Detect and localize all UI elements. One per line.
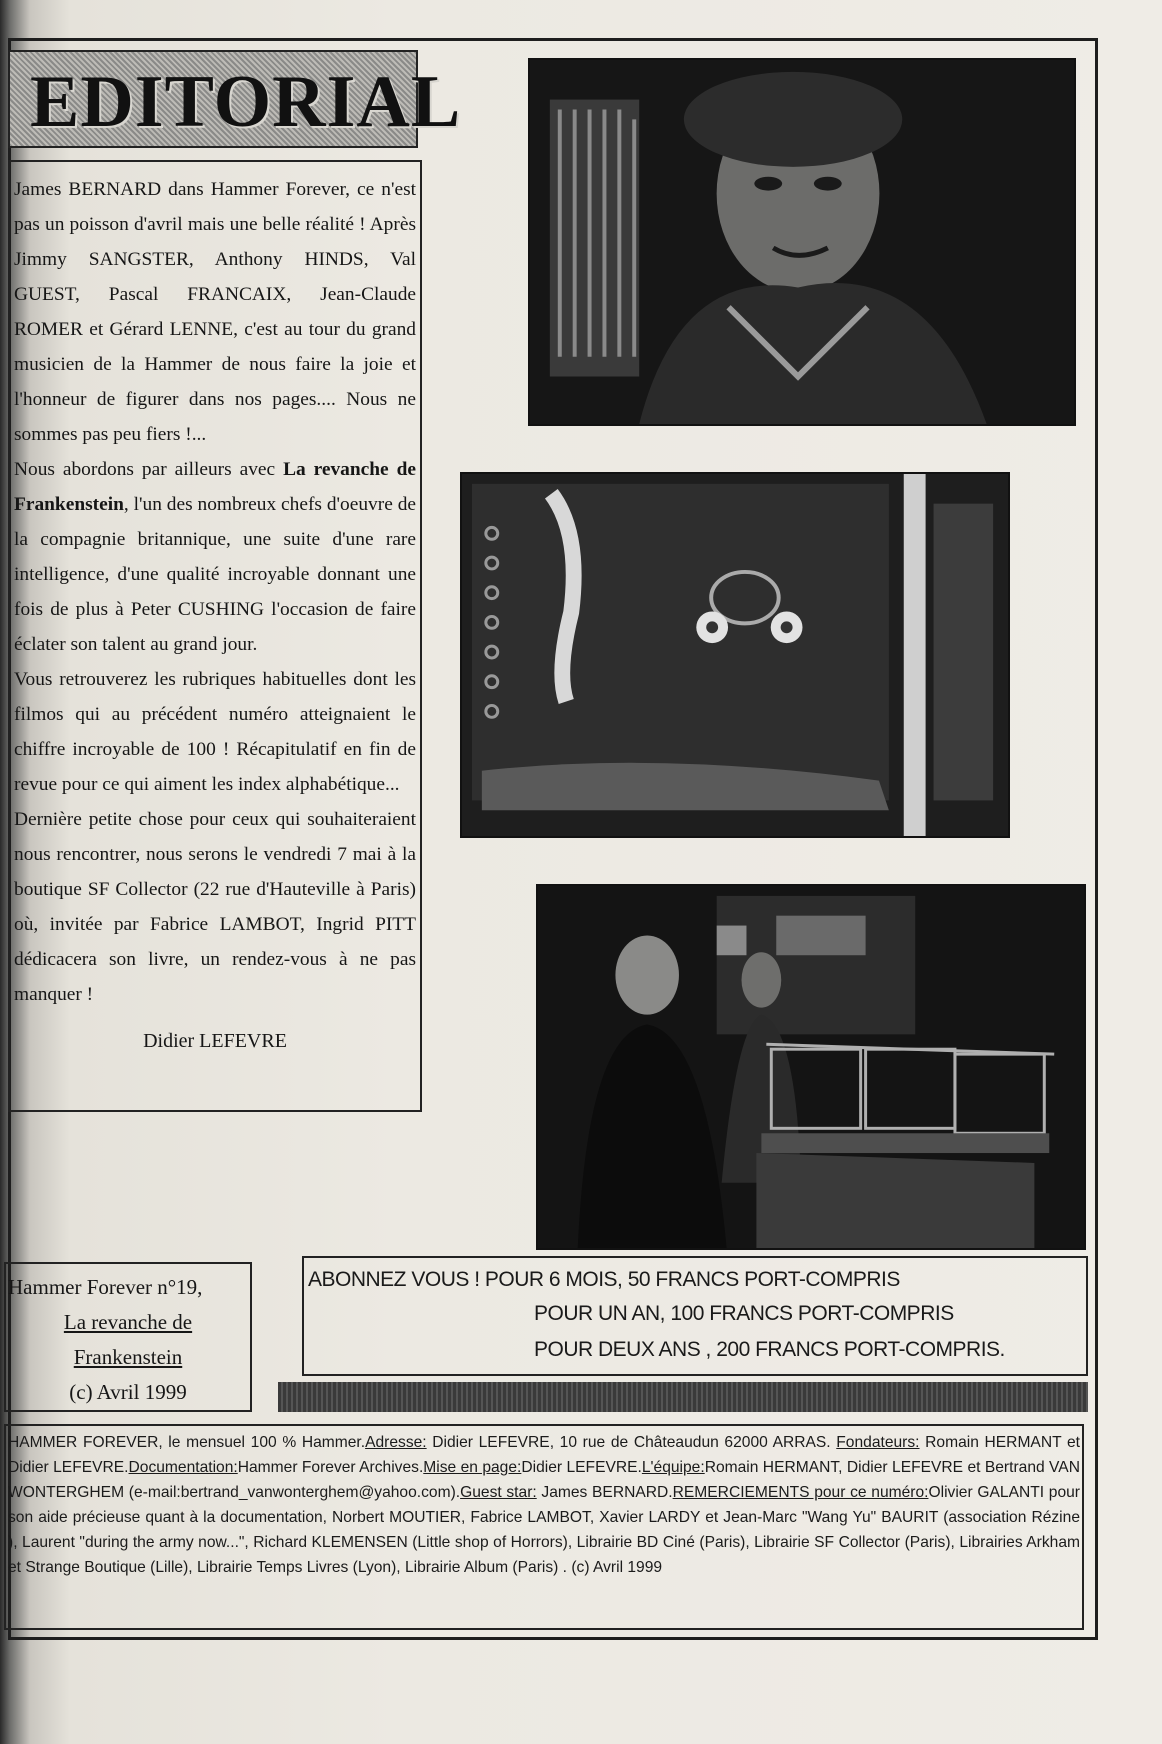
editorial-paragraph-2-end: , l'un des nombreux chefs d'oeuvre de la compagnie britannique, une suite d'une rare intelligence, d'une qualité incroyable donnant une fois de plus à Peter CUSHING l'occasion de faire éclater son talent au grand jour. [14,494,416,655]
film-title-bold: La revanche de Frankenstein [14,459,416,515]
equipe-label: L'équipe: [641,1459,705,1476]
editorial-body [8,160,422,1112]
subscription-line-2: POUR UN AN, 100 FRANCS PORT-COMPRIS [534,1302,954,1325]
subscription-line-3: POUR DEUX ANS , 200 FRANCS PORT-COMPRIS. [534,1338,1005,1361]
remerciements-value: Olivier GALANTI pour son aide précieuse quant à la documentation, Norbert MOUTIER, Fabrice LAMBOT, Xavier LARDY et Jean-Marc "Wang Yu" BAURIT (association Rézine ), Laurent "during the army now...", Richard KLEMENSEN (Little shop of Horrors), Librairie BD Ciné (Paris), Librairie SF Collector (Paris), Librairies Arkham et Strange Boutique (Lille), Librairie Temps Livres (Lyon), Librairie Album (Paris) . (c) Avril 1999 [8,1484,1080,1576]
editorial-paragraph-2 [14,452,416,662]
fondateurs-label: Fondateurs: [836,1434,920,1451]
editorial-paragraph-2-start: Nous abordons par ailleurs avec [14,459,284,480]
issue-credits-box [4,1262,252,1412]
issue-date: (c) Avril 1999 [69,1380,187,1404]
adresse-label: Adresse: [365,1434,427,1451]
film-title-line-2: Frankenstein [73,1345,183,1369]
guest-star-label: Guest star: [460,1484,537,1501]
documentation-label: Documentation: [128,1459,238,1476]
mise-en-page-value: Didier LEFEVRE. [521,1459,642,1476]
guest-star-value: James BERNARD. [536,1484,673,1501]
photo-laboratory [536,884,1086,1250]
subscription-box [302,1256,1088,1376]
adresse-value: Didier LEFEVRE, 10 rue de Châteaudun 62000 ARRAS. [426,1434,837,1451]
editorial-signature: Didier LEFEVRE [143,1030,287,1052]
editorial-paragraph-1: James BERNARD dans Hammer Forever, ce n'est pas un poisson d'avril mais une belle réalité ! Après Jimmy SANGSTER, Anthony HINDS, Val GUEST, Pascal FRANCAIX, Jean-Claude ROMER et Gérard LENNE, c'est au tour du grand musicien de la Hammer de nous faire la joie et l'honneur de figurer dans nos pages.... Nous ne sommes pas peu fiers !... [14,179,416,445]
mise-en-page-label: Mise en page: [423,1459,522,1476]
editorial-paragraph-3: Vous retrouverez les rubriques habituelles dont les filmos qui au précédent numéro atteignaient le chiffre incroyable de 100 ! Récapitulatif en fin de revue pour ce qui aiment les index alphabétique... [14,669,416,795]
editorial-paragraph-4: Dernière petite chose pour ceux qui souhaiteraient nous rencontrer, nous serons le vendredi 7 mai à la boutique SF Collector (22 rue d'Hauteville à Paris) où, invitée par Fabrice LAMBOT, Ingrid PITT dédicacera son livre, un rendez-vous à ne pas manquer ! [14,809,416,1005]
equipe-value: Romain HERMANT, Didier LEFEVRE et Bertrand VAN WONTERGHEM (e-mail:bertrand_vanwonterghem@yahoo.com). [8,1459,1080,1501]
fondateurs-value: Romain HERMANT et Didier LEFEVRE. [8,1434,1080,1476]
documentation-value: Hammer Forever Archives. [237,1459,424,1476]
photo-portrait [528,58,1076,426]
remerciements-label: REMERCIEMENTS pour ce numéro: [672,1484,929,1501]
decorative-bar [278,1382,1088,1412]
photo-brain-tank [460,472,1010,838]
masthead-intro: HAMMER FOREVER, le mensuel 100 % Hammer. [8,1434,366,1451]
subscription-line-1: ABONNEZ VOUS ! POUR 6 MOIS, 50 FRANCS PORT-COMPRIS [308,1268,900,1291]
editorial-title-box [8,50,462,148]
editorial-title: EDITORIAL [30,61,462,143]
issue-series: Hammer Forever n°19, [8,1275,203,1299]
film-title-line-1: La revanche de [63,1310,193,1334]
masthead-credits [4,1424,1084,1630]
